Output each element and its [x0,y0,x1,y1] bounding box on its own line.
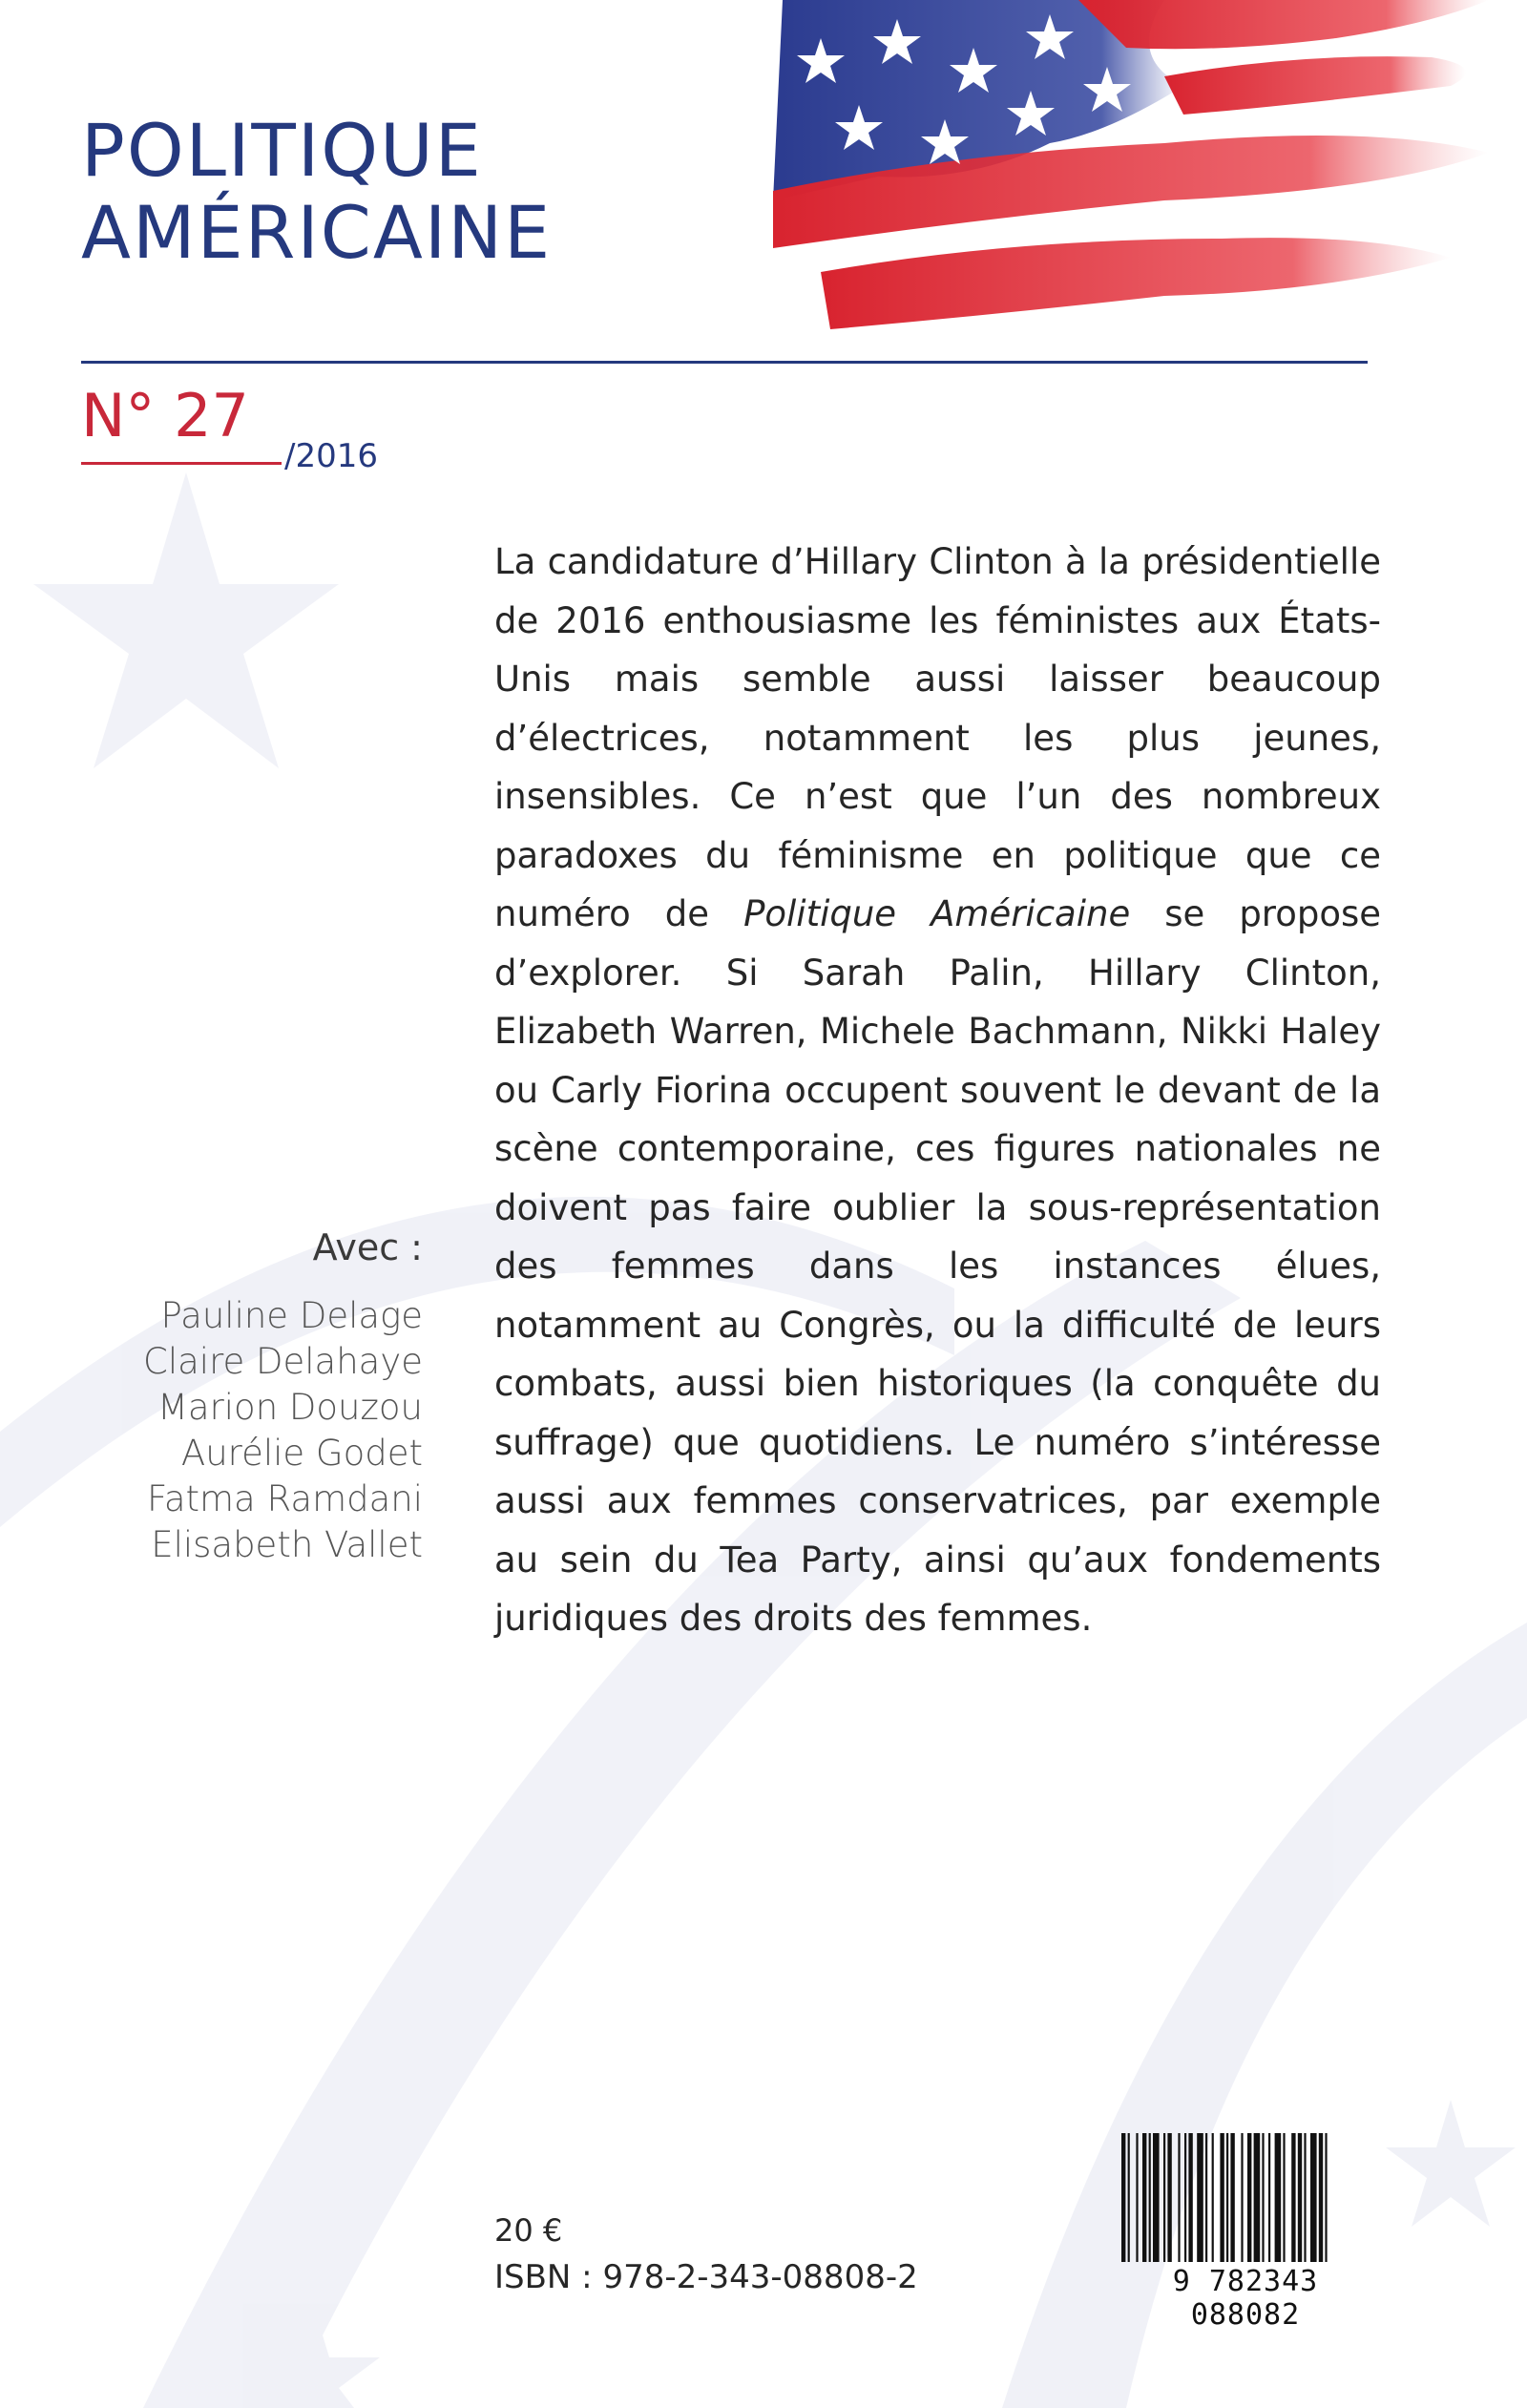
barcode-bar [1254,2133,1261,2262]
barcode-bar [1310,2133,1317,2262]
barcode-bar [1197,2133,1203,2262]
barcode-bar [1167,2133,1171,2262]
contributor-name: Marion Douzou [157,1387,423,1428]
barcode-bar [1298,2133,1302,2262]
barcode-bar [1230,2133,1234,2262]
barcode-bar [1220,2133,1224,2262]
barcode-bar [1184,2133,1186,2262]
background-star-icon [1386,2100,1516,2227]
background-star-icon [33,472,339,768]
barcode-bar [1149,2133,1151,2262]
contributor-name: Elisabeth Vallet [151,1524,423,1565]
barcode-bar [1268,2133,1270,2262]
contributors-list [95,1293,423,1568]
isbn: ISBN : 978-2-343-08808-2 [494,2258,918,2296]
title-line-americaine: AMÉRICAINE [81,190,553,275]
contributor-name: Aurélie Godet [180,1433,423,1474]
barcode-bar [1291,2133,1295,2262]
barcode-bar [1304,2133,1306,2262]
barcode-bar [1136,2133,1138,2262]
barcode-bar [1128,2133,1130,2262]
american-flag-artwork [764,0,1527,363]
contributor-name: Fatma Ramdani [146,1478,423,1519]
barcode-bar [1205,2133,1207,2262]
barcode-bar [1121,2133,1125,2262]
barcode-bar [1212,2133,1214,2262]
issue-number: N° 27 [81,381,249,450]
barcode-bar [1153,2133,1160,2262]
barcode-bar [1283,2133,1285,2262]
contributor-name: Pauline Delage [160,1295,423,1336]
blurb-italic-title: Politique Américaine [743,893,1131,934]
barcode-bars [1121,2133,1379,2262]
contributor-name: Claire Delahaye [143,1341,423,1382]
barcode-bar [1275,2133,1282,2262]
blurb-text-part2: se propose d’explorer. Si Sarah Palin, Hillary Clinton, Elizabeth Warren, Michele Bachmann, Nikki Haley ou Carly Fiorina occupent souvent le devant de la scène contemporaine, ces figures nationales ne doivent pas faire oublier la sous-représentation des femmes dans les instances élues, notamment au Congrès, ou la difficulté de leurs combats, aussi bien historiques (la conquête du suffrage) que quotidiens. Le numéro s’intéresse aussi aux femmes conservatrices, par exemple au sein du Tea Party, ainsi qu’aux fondements juridiques des droits des femmes. [494,893,1382,1639]
blurb-text-part1: La candidature d’Hillary Clinton à la présidentielle de 2016 enthousiasme les féministes aux États-Unis mais semble aussi laisser beaucoup d’électrices, notamment les plus jeunes, insensibles. Ce n’est que l’un des nombreux paradoxes du féminisme en politique que ce numéro de [494,541,1381,934]
barcode-bar [1241,2133,1243,2262]
barcode [1112,2133,1379,2332]
barcode-bar [1325,2133,1327,2262]
barcode-bar [1142,2133,1146,2262]
price: 20 € [494,2212,563,2249]
blurb-paragraph [494,533,1381,1648]
barcode-bar [1178,2133,1180,2262]
barcode-bar [1163,2133,1165,2262]
barcode-bar [1247,2133,1251,2262]
title-line-politique: POLITIQUE [81,108,483,193]
issue-year: /2016 [284,437,378,475]
issue-underline [81,462,282,465]
barcode-bar [1319,2133,1323,2262]
contributors-label: Avec : [312,1226,423,1268]
barcode-bar [1188,2133,1192,2262]
barcode-bar [1262,2133,1264,2262]
barcode-digits: 9 782343 088082 [1172,2265,1319,2332]
barcode-bar [1226,2133,1228,2262]
title-divider [81,361,1368,364]
